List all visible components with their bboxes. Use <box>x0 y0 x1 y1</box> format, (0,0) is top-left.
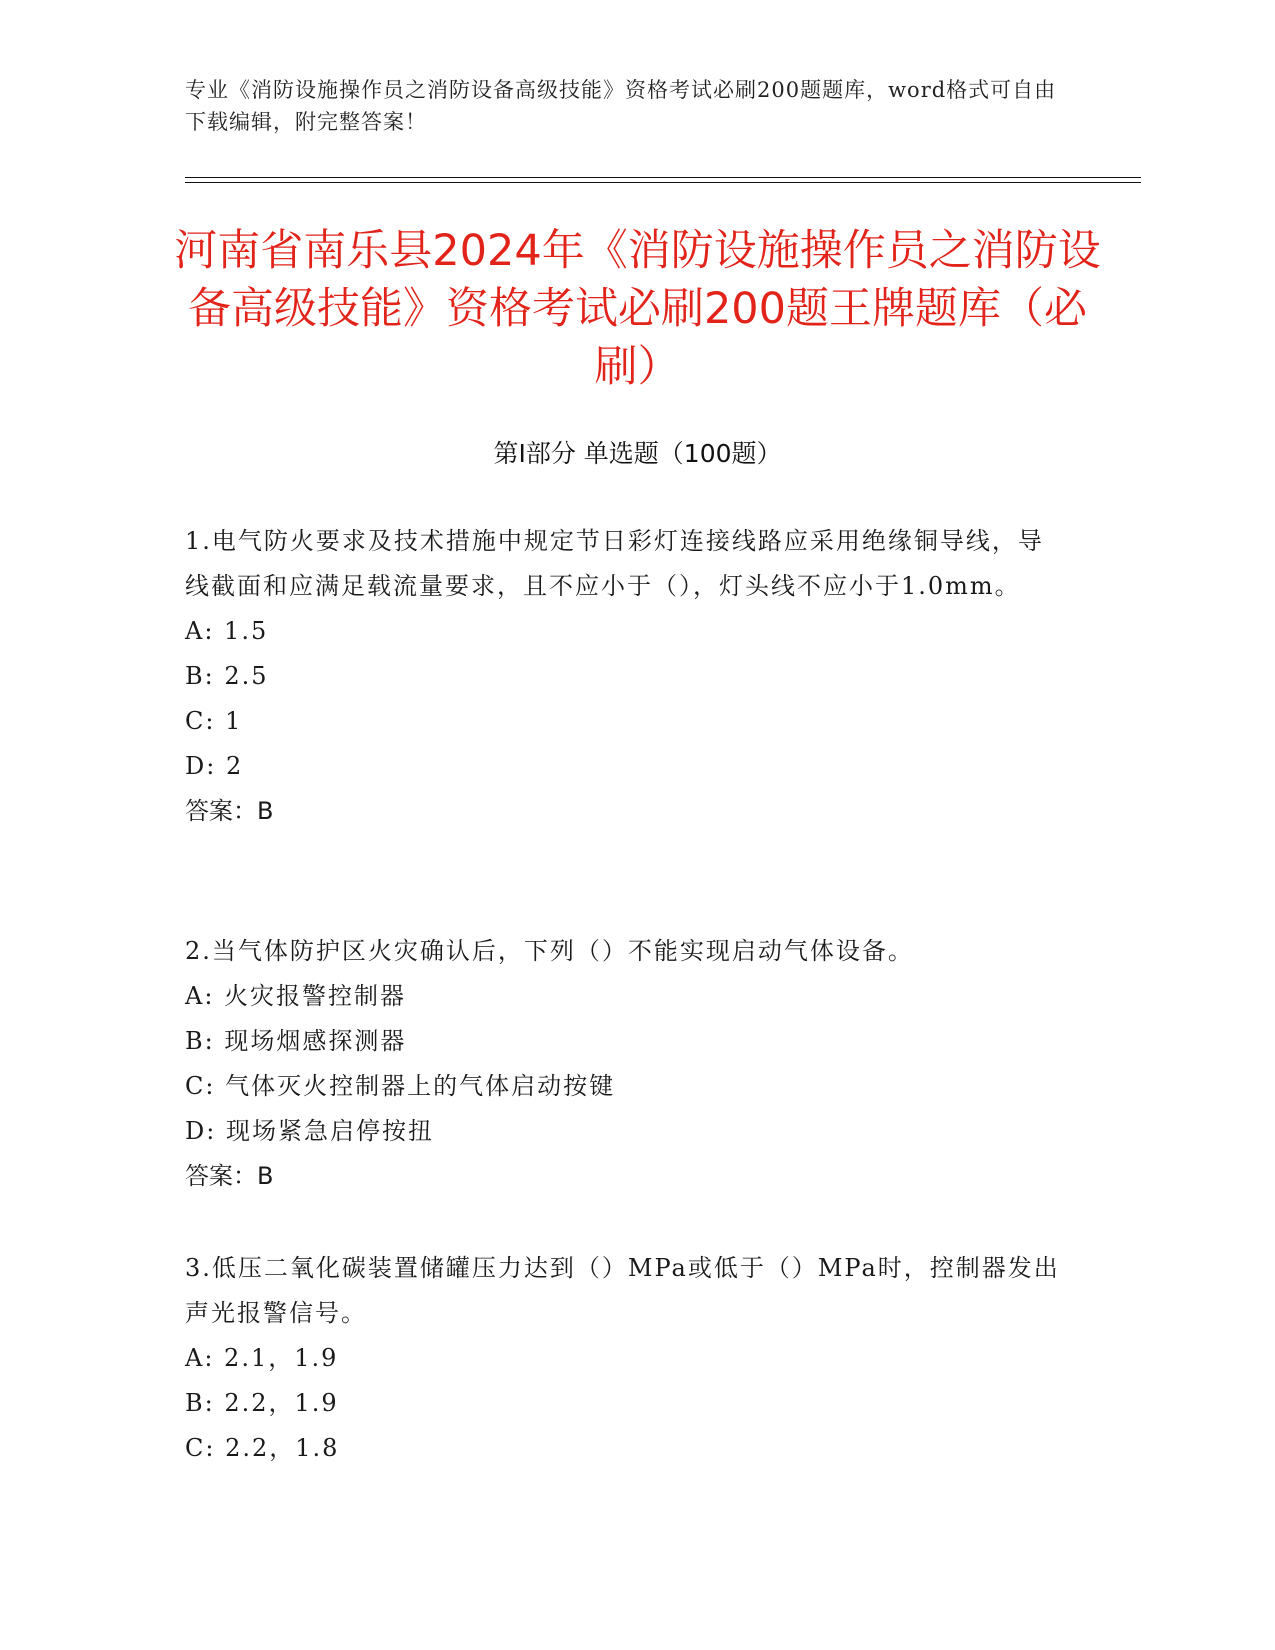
header-note: 专业《消防设施操作员之消防设备高级技能》资格考试必刷200题题库，word格式可自由下载编辑，附完整答案！ <box>185 78 1057 134</box>
option-d: D: 现场紧急启停按扭 <box>185 1117 434 1145</box>
option-b: B: 现场烟感探测器 <box>185 1027 407 1055</box>
option-a: A: 1.5 <box>185 617 269 645</box>
question-stem: 1.电气防火要求及技术措施中规定节日彩灯连接线路应采用绝缘铜导线，导线截面和应满足载流量要求，且不应小于（），灯头线不应小于1.0mm。 <box>185 527 1044 600</box>
option-d: D: 2 <box>185 752 244 780</box>
header-divider-top <box>185 177 1141 178</box>
question-stem: 2.当气体防护区火灾确认后，下列（）不能实现启动气体设备。 <box>185 937 914 965</box>
question-1 <box>185 519 1065 834</box>
option-a: A: 火灾报警控制器 <box>185 982 407 1010</box>
option-c: C: 气体灭火控制器上的气体启动按键 <box>185 1072 616 1100</box>
option-b: B: 2.2，1.9 <box>185 1389 339 1417</box>
question-stem: 3.低压二氧化碳装置储罐压力达到（）MPa或低于（）MPa时，控制器发出声光报警信号。 <box>185 1254 1060 1327</box>
answer-line: 答案：B <box>185 797 274 825</box>
question-2 <box>185 929 1065 1199</box>
option-c: C: 2.2，1.8 <box>185 1434 340 1462</box>
document-title: 河南省南乐县2024年《消防设施操作员之消防设备高级技能》资格考试必刷200题王牌题库（必刷） <box>174 226 1101 392</box>
option-a: A: 2.1，1.9 <box>185 1344 339 1372</box>
answer-line: 答案：B <box>185 1162 274 1190</box>
section-heading: 第I部分 单选题（100题） <box>493 439 782 468</box>
option-b: B: 2.5 <box>185 662 269 690</box>
question-3 <box>185 1246 1065 1471</box>
option-c: C: 1 <box>185 707 243 735</box>
header-divider-bottom <box>185 182 1141 183</box>
